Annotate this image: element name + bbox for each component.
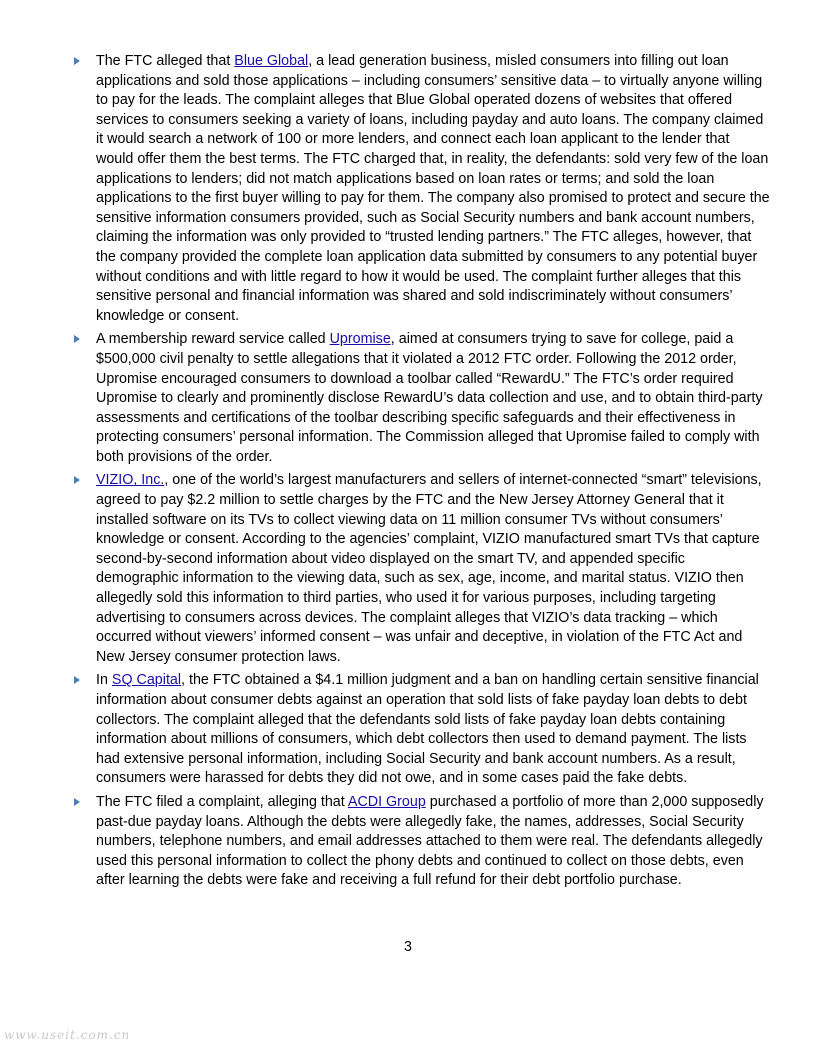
item-text-post: , a lead generation business, misled consumers into filling out loan applications and sold those applications – including consumers’ sensitive data – to virtually anyone willing to pay for the leads. The complaint alleges that Blue Global operated dozens of websites that offered services to consumers seeking a variety of loans, including payday and auto loans. The company claimed it would search a network of 100 or more lenders, and connect each loan applicant to the lender that would offer them the best terms. The FTC charged that, in reality, the defendants: sold very few of the loan applications to lenders; did not match applications based on loan rates or terms; and sold the loan applications to the first buyer willing to pay for them. The company also promised to protect and secure the sensitive information consumers provided, such as Social Security numbers and bank account numbers, claiming the information was only provided to “trusted lending partners.” The FTC alleges, however, that the company provided the complete loan application data submitted by consumers to any potential buyer without conditions and with little regard to how it would be used. The complaint further alleges that this sensitive personal and financial information was shared and sold indiscriminately without consumers’ knowledge or consent. xyxy=(96,53,770,324)
list-item-acdi-group xyxy=(74,793,770,891)
item-text-pre: In xyxy=(96,672,112,689)
link-vizio[interactable]: VIZIO, Inc. xyxy=(96,472,165,489)
bullet-arrow-icon xyxy=(74,798,80,806)
link-sq-capital[interactable]: SQ Capital xyxy=(111,672,182,689)
list-item-upromise xyxy=(74,330,770,467)
list-item-sq-capital xyxy=(74,671,770,789)
item-text-pre: The FTC filed a complaint, alleging that xyxy=(96,793,348,810)
list-item-blue-global xyxy=(74,52,770,326)
link-blue-global[interactable]: Blue Global xyxy=(234,53,309,69)
page-number: 3 xyxy=(404,939,412,955)
bullet-arrow-icon xyxy=(74,57,80,65)
item-text-post: , the FTC obtained a $4.1 million judgment and a ban on handling certain sensitive financial information about consumer debts against an operation that sold lists of fake payday loan debts to debt collectors. The complaint alleged that the defendants sold lists of fake payday loan debts containing information about millions of consumers, which debt collectors then used to demand payment. The lists had extensive personal information, including Social Security and bank account numbers. As a result, consumers were harassed for debts they did not owe, and in some cases paid the fake debts. xyxy=(96,672,759,787)
bullet-arrow-icon xyxy=(74,676,80,684)
item-text-pre: A membership reward service called xyxy=(96,331,330,348)
item-text-post: , one of the world’s largest manufacturers and sellers of internet-connected “smart” televisions, agreed to pay $2.2 million to settle charges by the FTC and the New Jersey Attorney General that it installed software on its TVs to collect viewing data on 11 million consumer TVs without consumers’ knowledge or consent. According to the agencies’ complaint, VIZIO manufactured smart TVs that capture second-by-second information about video displayed on the smart TV, and appended specific demographic information to the viewing data, such as sex, age, income, and marital status. VIZIO then allegedly sold this information to third parties, who used it for various purposes, including targeting advertising to consumers across devices. The complaint alleges that VIZIO’s data tracking – which occurred without viewers’ informed consent – was unfair and deceptive, in violation of the FTC Act and New Jersey consumer protection laws. xyxy=(96,472,762,665)
link-acdi-group[interactable]: ACDI Group xyxy=(347,793,426,810)
item-text-post: purchased a portfolio of more than 2,000 supposedly past-due payday loans. Although the debts were allegedly fake, the names, addresses, Social Security numbers, telephone numbers, and email addresses attached to them were real. The defendants allegedly used this personal information to collect the phony debts and continued to collect on those debts, even after learning the debts were fake and receiving a full refund for their debt portfolio purchase. xyxy=(96,793,764,889)
bullet-list xyxy=(74,52,770,895)
item-text-pre: The FTC alleged that xyxy=(96,53,235,69)
item-text-post: , aimed at consumers trying to save for college, paid a $500,000 civil penalty to settle allegations that it violated a 2012 FTC order. Following the 2012 order, Upromise encouraged consumers to download a toolbar called “RewardU.” The FTC’s order required Upromise to clearly and prominently disclose RewardU’s data collection and use, and to obtain third-party assessments and certifications of the toolbar describing specific safeguards and their effectiveness in protecting consumers’ personal information. The Commission alleged that Upromise failed to comply with both provisions of the order. xyxy=(96,331,763,465)
list-item-vizio xyxy=(74,471,770,667)
link-upromise[interactable]: Upromise xyxy=(329,331,391,348)
bullet-arrow-icon xyxy=(74,476,80,484)
watermark: www.useit.com.cn xyxy=(4,1028,131,1042)
bullet-arrow-icon xyxy=(74,335,80,343)
